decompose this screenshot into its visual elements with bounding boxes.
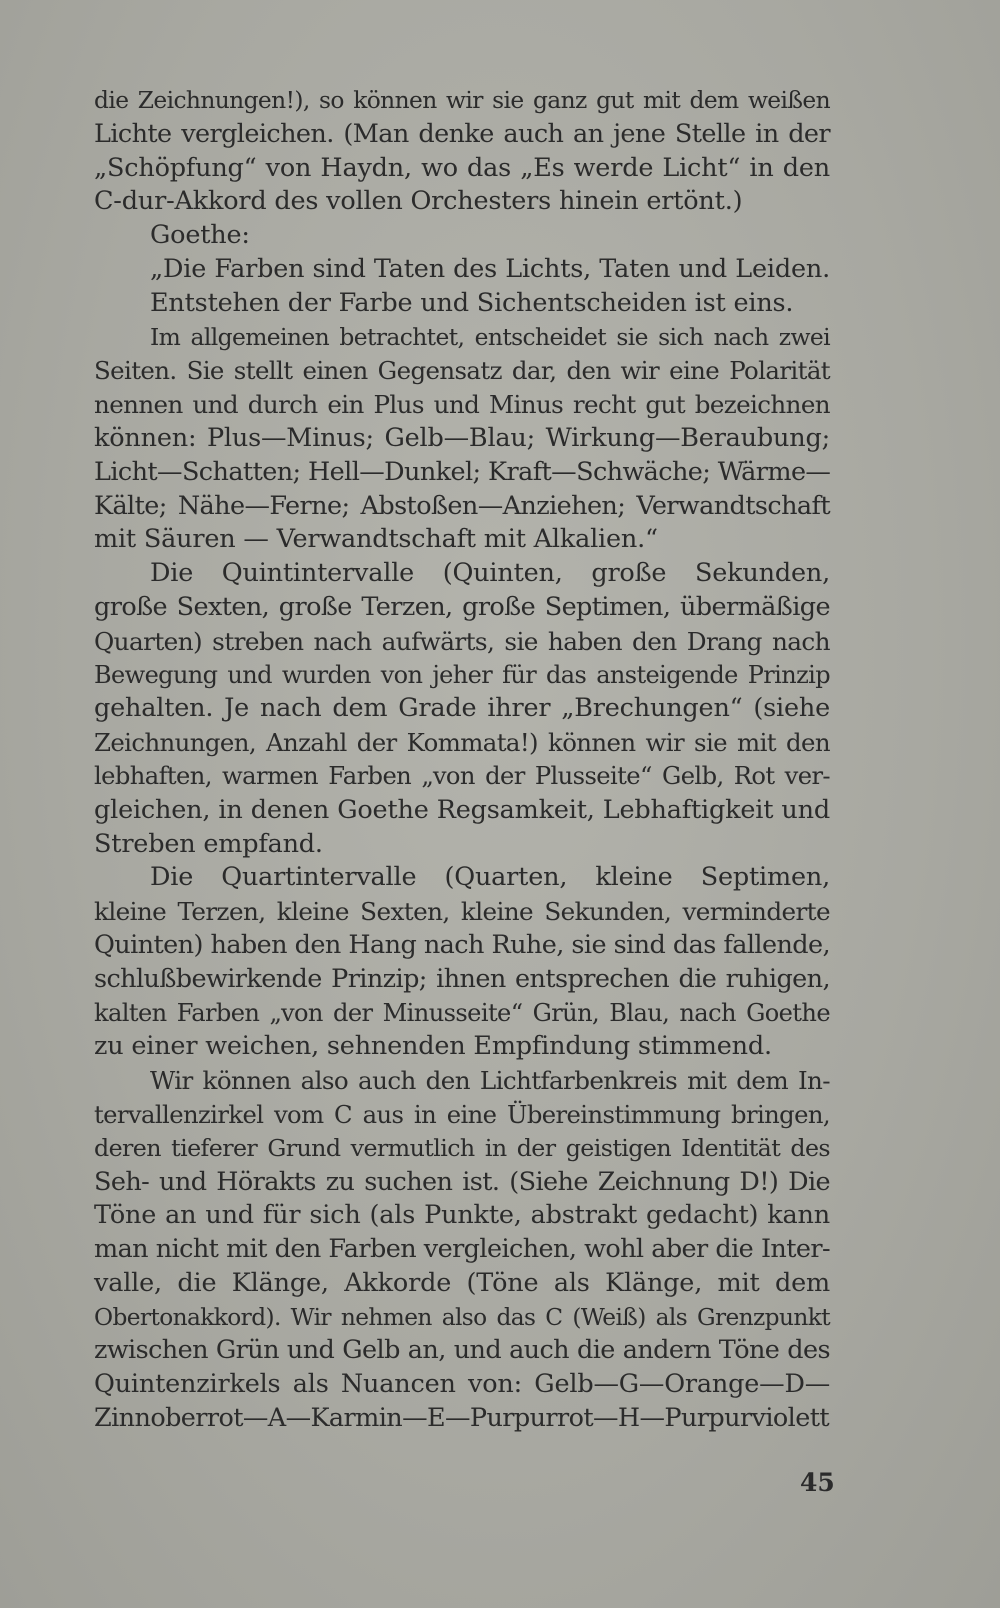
text-line: Quinten) haben den Hang nach Ruhe, sie sind das fallende, — [94, 929, 830, 960]
quote-line: „Die Farben sind Taten des Lichts, Taten und Leiden. — [150, 253, 830, 284]
text-line: Töne an und für sich (als Punkte, abstrakt gedacht) kann — [94, 1200, 830, 1231]
body-text — [94, 84, 830, 1436]
text-line: „Schöpfung“ von Haydn, wo das „Es werde Licht“ in den — [94, 152, 830, 183]
text-line: gleichen, in denen Goethe Regsamkeit, Lebhaftigkeit und — [94, 794, 830, 825]
text-line: gehalten. Je nach dem Grade ihrer „Brechungen“ (siehe — [94, 693, 830, 724]
page-number: 45 — [800, 1468, 835, 1497]
text-line: C-dur-Akkord des vollen Orchesters hinein ertönt.) — [94, 186, 743, 217]
text-line: Seh- und Hörakts zu suchen ist. (Siehe Zeichnung D!) Die — [94, 1166, 830, 1197]
text-line: valle, die Klänge, Akkorde (Töne als Klänge, mit dem — [94, 1267, 830, 1298]
text-line: Seiten. Sie stellt einen Gegensatz dar, den wir eine Polarität — [94, 356, 830, 386]
text-line: Wir können also auch den Lichtfarbenkreis mit dem In- — [150, 1066, 830, 1096]
text-line: man nicht mit den Farben vergleichen, wohl aber die Inter- — [94, 1234, 830, 1265]
text-line: Quintenzirkels als Nuancen von: Gelb—G—Orange—D— — [94, 1369, 830, 1400]
text-line: Bewegung und wurden von jeher für das ansteigende Prinzip — [94, 660, 830, 689]
text-line: zu einer weichen, sehnenden Empfindung stimmend. — [94, 1031, 772, 1062]
text-line: Die Quartintervalle (Quarten, kleine Septimen, — [150, 862, 830, 893]
text-line: Goethe: — [150, 220, 250, 251]
text-line: mit Säuren — Verwandtschaft mit Alkalien.“ — [94, 524, 658, 555]
text-line: große Sexten, große Terzen, große Septimen, übermäßige — [94, 591, 830, 622]
text-line: Zinnoberrot—A—Karmin—E—Purpurrot—H—Purpurviolett — [94, 1403, 829, 1434]
text-line: kleine Terzen, kleine Sexten, kleine Sekunden, verminderte — [94, 897, 830, 927]
text-line: Lichte vergleichen. (Man denke auch an jene Stelle in der — [94, 118, 830, 149]
text-line: zwischen Grün und Gelb an, und auch die andern Töne des — [94, 1335, 830, 1366]
text-line: Streben empfand. — [94, 828, 323, 859]
text-line: tervallenzirkel vom C aus in eine Übereinstimmung bringen, — [94, 1099, 830, 1129]
text-line: können: Plus—Minus; Gelb—Blau; Wirkung—Beraubung; — [94, 422, 830, 453]
text-line: deren tieferer Grund vermutlich in der geistigen Identität des — [94, 1133, 830, 1162]
quote-line: Entstehen der Farbe und Sichentscheiden ist eins. — [150, 287, 794, 318]
text-line: Kälte; Nähe—Ferne; Abstoßen—Anziehen; Verwandtschaft — [94, 490, 830, 521]
text-line: kalten Farben „von der Minusseite“ Grün, Blau, nach Goethe — [94, 998, 830, 1027]
text-line: schlußbewirkende Prinzip; ihnen entsprechen die ruhigen, — [94, 963, 830, 994]
text-line: Quarten) streben nach aufwärts, sie haben den Drang nach — [94, 626, 830, 656]
text-line: Licht—Schatten; Hell—Dunkel; Kraft—Schwäche; Wärme— — [94, 456, 831, 487]
text-line: lebhaften, warmen Farben „von der Plusseite“ Gelb, Rot ver- — [94, 761, 830, 790]
text-line: nennen und durch ein Plus und Minus recht gut bezeichnen — [94, 390, 830, 420]
text-line: Obertonakkord). Wir nehmen also das C (Weiß) als Grenzpunkt — [94, 1303, 830, 1331]
text-line: Im allgemeinen betrachtet, entscheidet sie sich nach zwei — [150, 322, 830, 351]
text-line: die Zeichnungen!), so können wir sie ganz gut mit dem weißen — [94, 86, 830, 114]
text-line: Die Quintintervalle (Quinten, große Sekunden, — [150, 558, 830, 589]
text-line: Zeichnungen, Anzahl der Kommata!) können wir sie mit den — [94, 728, 830, 758]
